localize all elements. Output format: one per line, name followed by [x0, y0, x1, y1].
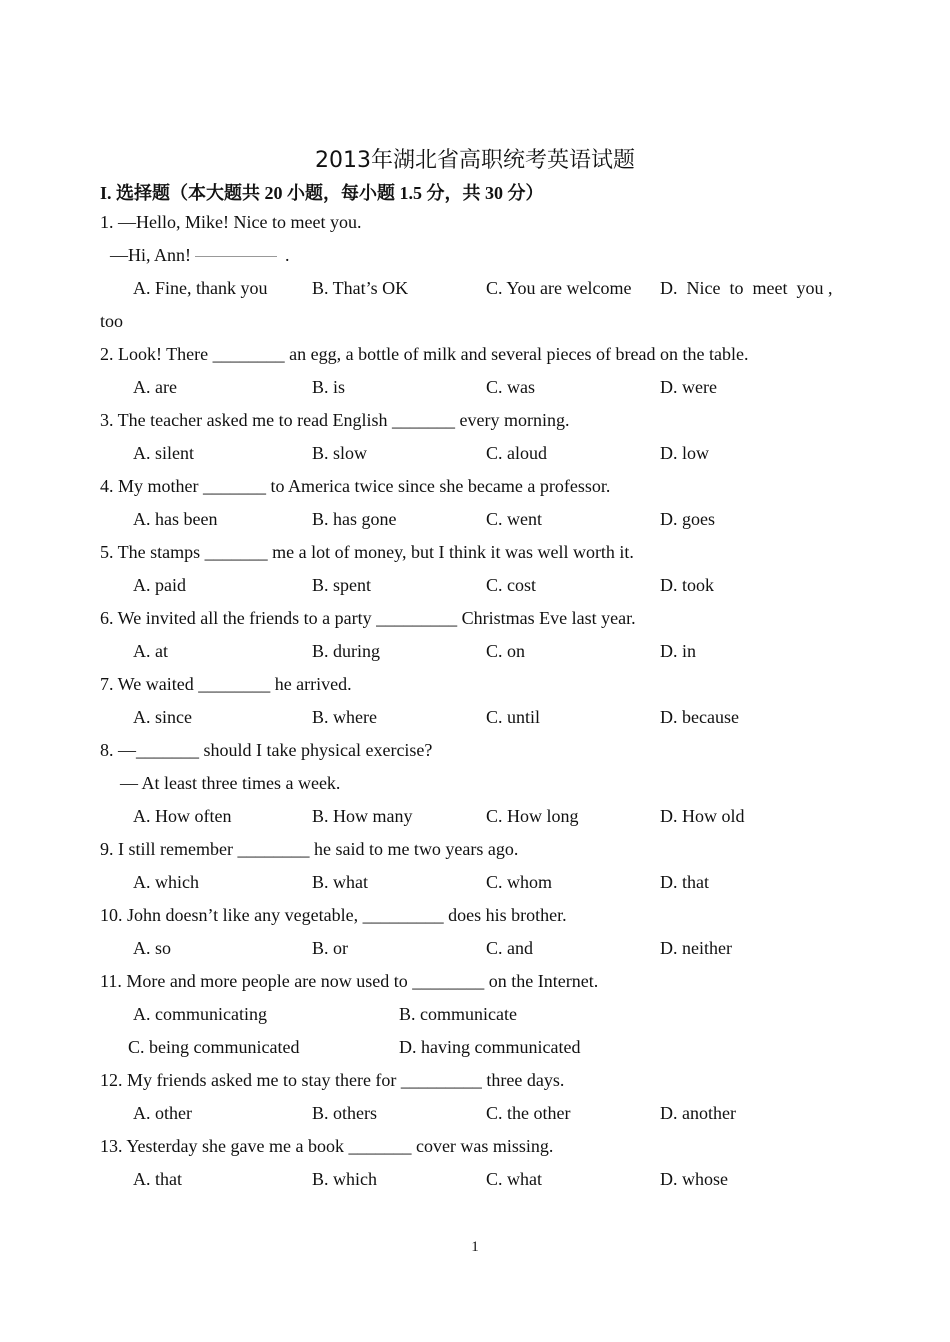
q4-option-d: D. goes	[660, 509, 715, 529]
question-13-stem: 13. Yesterday she gave me a book _______ cover was missing.	[100, 1136, 554, 1156]
q11-option-a: A. communicating	[133, 1004, 267, 1024]
q10-option-c: C. and	[486, 938, 533, 958]
q6-option-a: A. at	[133, 641, 168, 661]
q1-option-c: C. You are welcome	[486, 278, 632, 298]
question-1-stem: 1. —Hello, Mike! Nice to meet you.	[100, 212, 362, 232]
q12-option-b: B. others	[312, 1103, 377, 1123]
section-heading: I. 选择题（本大题共 20 小题，每小题 1.5 分，共 30 分）	[100, 183, 544, 203]
q9-option-b: B. what	[312, 872, 368, 892]
q4-option-a: A. has been	[133, 509, 218, 529]
question-4-stem: 4. My mother _______ to America twice since she became a professor.	[100, 476, 611, 496]
question-1-reply	[110, 245, 290, 266]
question-3-stem: 3. The teacher asked me to read English _______ every morning.	[100, 410, 570, 430]
reply-text: —Hi, Ann!	[110, 245, 191, 265]
question-7-stem: 7. We waited ________ he arrived.	[100, 674, 352, 694]
q9-option-c: C. whom	[486, 872, 553, 892]
q3-option-d: D. low	[660, 443, 709, 463]
question-6-stem: 6. We invited all the friends to a party _________ Christmas Eve last year.	[100, 608, 636, 628]
question-11-stem: 11. More and more people are now used to ________ on the Internet.	[100, 971, 599, 991]
question-8-stem: 8. —_______ should I take physical exercise?	[100, 740, 433, 760]
q7-option-a: A. since	[133, 707, 192, 727]
q10-option-a: A. so	[133, 938, 172, 958]
q9-option-d: D. that	[660, 872, 709, 892]
q8-option-a: A. How often	[133, 806, 232, 826]
q13-option-b: B. which	[312, 1169, 377, 1189]
q5-option-b: B. spent	[312, 575, 372, 595]
q2-option-d: D. were	[660, 377, 717, 397]
q1-option-d: D. Nice to meet you ,	[660, 278, 833, 298]
page-number: 1	[471, 1239, 479, 1255]
q11-option-d: D. having communicated	[399, 1037, 581, 1057]
answer-blank	[195, 256, 277, 257]
q3-option-a: A. silent	[133, 443, 194, 463]
q11-option-c: C. being communicated	[128, 1037, 300, 1057]
q10-option-d: D. neither	[660, 938, 732, 958]
q1-option-a: A. Fine, thank you	[133, 278, 268, 298]
q4-option-b: B. has gone	[312, 509, 397, 529]
q13-option-c: C. what	[486, 1169, 542, 1189]
q5-option-c: C. cost	[486, 575, 537, 595]
question-2-stem: 2. Look! There ________ an egg, a bottle of milk and several pieces of bread on the table.	[100, 344, 749, 364]
q6-option-c: C. on	[486, 641, 526, 661]
page-title: 2013年湖北省高职统考英语试题	[315, 148, 635, 173]
q3-option-c: C. aloud	[486, 443, 547, 463]
question-10-stem: 10. John doesn’t like any vegetable, _________ does his brother.	[100, 905, 567, 925]
q12-option-d: D. another	[660, 1103, 736, 1123]
question-9-stem: 9. I still remember ________ he said to me two years ago.	[100, 839, 519, 859]
q9-option-a: A. which	[133, 872, 199, 892]
q6-option-b: B. during	[312, 641, 381, 661]
q3-option-b: B. slow	[312, 443, 368, 463]
q6-option-d: D. in	[660, 641, 696, 661]
q11-option-b: B. communicate	[399, 1004, 517, 1024]
q13-option-a: A. that	[133, 1169, 182, 1189]
q1-option-b: B. That’s OK	[312, 278, 409, 298]
q2-option-b: B. is	[312, 377, 346, 397]
reply-end: .	[285, 245, 290, 265]
q8-option-d: D. How old	[660, 806, 745, 826]
q10-option-b: B. or	[312, 938, 348, 958]
q8-option-b: B. How many	[312, 806, 413, 826]
q2-option-c: C. was	[486, 377, 535, 397]
q4-option-c: C. went	[486, 509, 542, 529]
q1-option-d-continued: too	[100, 311, 124, 331]
q5-option-a: A. paid	[133, 575, 186, 595]
question-5-stem: 5. The stamps _______ me a lot of money, but I think it was well worth it.	[100, 542, 634, 562]
question-8-reply: — At least three times a week.	[120, 773, 341, 793]
q8-option-c: C. How long	[486, 806, 579, 826]
q12-option-a: A. other	[133, 1103, 192, 1123]
question-12-stem: 12. My friends asked me to stay there for _________ three days.	[100, 1070, 565, 1090]
q7-option-c: C. until	[486, 707, 541, 727]
q7-option-b: B. where	[312, 707, 377, 727]
q13-option-d: D. whose	[660, 1169, 728, 1189]
q2-option-a: A. are	[133, 377, 177, 397]
q7-option-d: D. because	[660, 707, 739, 727]
q5-option-d: D. took	[660, 575, 714, 595]
q12-option-c: C. the other	[486, 1103, 571, 1123]
